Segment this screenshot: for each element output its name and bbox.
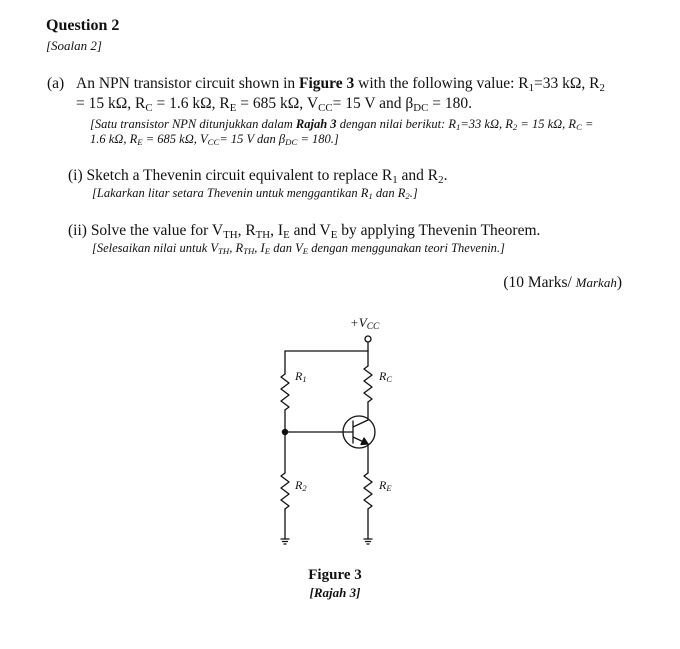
marks-label: (10 Marks/ Markah)	[503, 274, 622, 291]
rc-label: RC	[379, 369, 393, 384]
part-a-text-line1: An NPN transistor circuit shown in Figure 3 with the following value: $R_1=33$ kΩ, $R_2$	[76, 75, 605, 95]
transistor-circuit-diagram	[255, 308, 415, 558]
r1-resistor	[281, 374, 289, 410]
figure-caption: Figure 3	[308, 567, 362, 583]
part-ii-text: (ii) Solve the value for $V_{TH}$, $R_{TH}$, $I_E$ and $V_E$ by applying Thevenin Theorem.	[68, 222, 541, 242]
part-a-text-line2: = 15 kΩ, $R_C = 1.6$ kΩ, $R_E = 685$ kΩ, $V_{CC}= 15$ V and $\beta_{DC} = 180$.	[76, 95, 472, 115]
question-title: Question 2	[46, 17, 120, 34]
re-resistor	[364, 473, 372, 509]
part-ii-malay: [Selesaikan nilai untuk $V_{TH}$, $R_{TH}$, $I_E$ dan $V_E$ dengan menggunakan teori Thevenin.]	[92, 241, 505, 257]
part-a-malay-line2: 1.6 kΩ, $R_E = 685$ kΩ, $V_{CC}= 15$ V dan $\beta_{DC} = 180$.]	[90, 132, 339, 148]
figure-caption-malay: [Rajah 3]	[309, 585, 361, 600]
part-i-malay: [Lakarkan litar setara Thevenin untuk menggantikan $R_1$ dan $R_2$.]	[92, 186, 418, 202]
vcc-label: +VCC	[350, 315, 380, 332]
part-a-label: (a)	[47, 75, 65, 92]
r2-label: R2	[295, 478, 307, 493]
vcc-terminal	[365, 336, 371, 342]
r2-resistor	[281, 473, 289, 509]
re-label: RE	[379, 478, 392, 493]
rc-resistor	[364, 366, 372, 402]
question-subtitle: [Soalan 2]	[46, 38, 102, 53]
emitter-arrow	[361, 438, 368, 445]
ground-symbol-left	[281, 539, 289, 544]
part-a-malay-line1: [Satu transistor NPN ditunjukkan dalam Rajah 3 dengan nilai berikut: $R_1=33$ kΩ, $R_2 = 15$ kΩ, $R_C$ =	[90, 117, 594, 133]
ground-symbol-right	[364, 539, 372, 544]
part-i-text: (i) Sketch a Thevenin circuit equivalent to replace $R_1$ and $R_2$.	[68, 167, 448, 187]
r1-label: R1	[295, 369, 307, 384]
